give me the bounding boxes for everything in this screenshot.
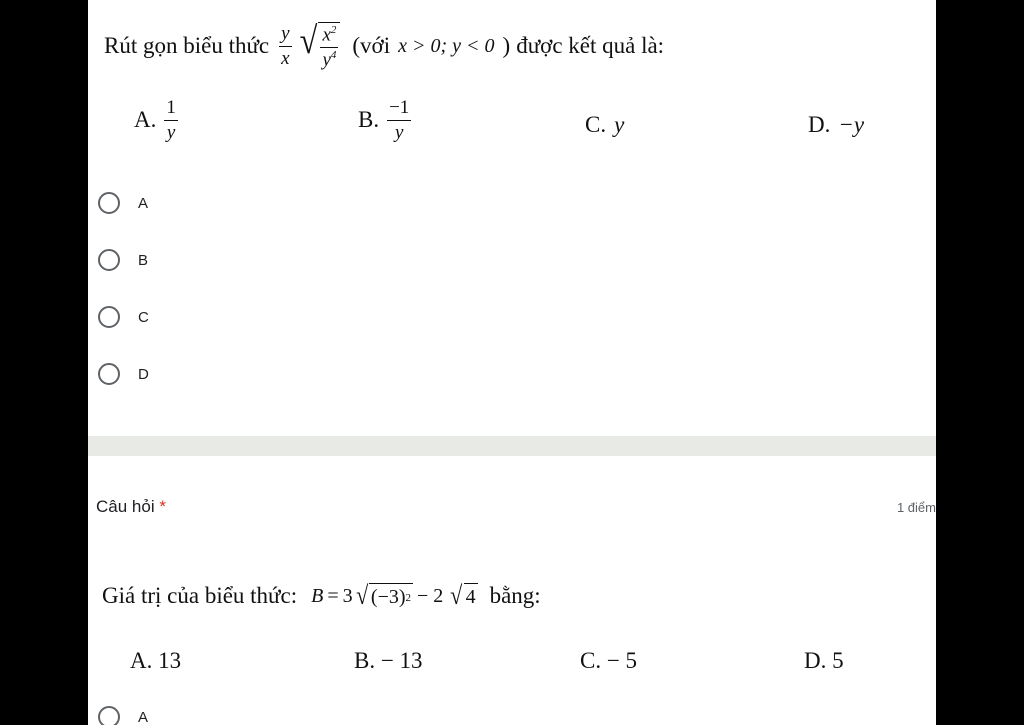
q2-option-b: B. − 13 [354, 648, 423, 673]
radical-content [318, 22, 340, 71]
choice-a[interactable]: A [98, 192, 148, 214]
radical-sign: √ [299, 20, 317, 62]
radio-button[interactable] [98, 192, 120, 214]
points-label: 1 điểm [896, 500, 936, 515]
required-mark: * [159, 497, 166, 516]
radical-denominator: $y^4$ [322, 49, 337, 71]
fraction-numerator: y [279, 24, 291, 47]
q2-choice-a[interactable]: A [98, 706, 148, 725]
radio-button[interactable] [98, 706, 120, 725]
question1-condition: x > 0; y < 0 [398, 34, 495, 57]
question2-text [102, 583, 541, 609]
fraction-denominator: x [281, 47, 290, 69]
radio-button[interactable] [98, 363, 120, 385]
question1-prefix: Rút gọn biểu thức [104, 33, 270, 59]
question2-expression: B = 3 √ (−3) 2 − 2 √ 4 [311, 581, 476, 610]
option-d: D. −y [808, 112, 865, 137]
question1-condition-open: (với [352, 33, 391, 59]
choice-b[interactable]: B [98, 249, 148, 271]
q2-option-a: A. 13 [130, 648, 182, 673]
choice-c[interactable]: C [98, 306, 149, 328]
question-title: Câu hỏi * [96, 497, 166, 516]
radical-1: √ (−3) 2 [355, 581, 412, 610]
question1-condition-close: ) [502, 33, 511, 59]
option-a: A. $\frac{1}{y}$ [134, 97, 176, 143]
form-page [88, 0, 936, 725]
radical-2: √ 4 [450, 581, 476, 610]
question1-suffix: được kết quả là: [516, 33, 665, 59]
radical-fraction [320, 25, 338, 71]
question2-prefix: Giá trị của biểu thức: [102, 583, 298, 608]
question2-suffix: bằng: [489, 583, 541, 608]
question1-fraction [279, 24, 291, 69]
question1-text [104, 22, 664, 71]
section-divider [88, 436, 936, 456]
radio-button[interactable] [98, 249, 120, 271]
q2-option-c: C. − 5 [580, 648, 638, 673]
choice-d[interactable]: D [98, 363, 149, 385]
radical-numerator: $x^2$ [320, 25, 338, 48]
option-c: C. y [585, 112, 625, 137]
option-b: B. $\frac{-1}{y}$ [358, 97, 410, 143]
q2-option-d: D. 5 [804, 648, 844, 673]
radio-button[interactable] [98, 306, 120, 328]
question1-radical [298, 22, 341, 71]
